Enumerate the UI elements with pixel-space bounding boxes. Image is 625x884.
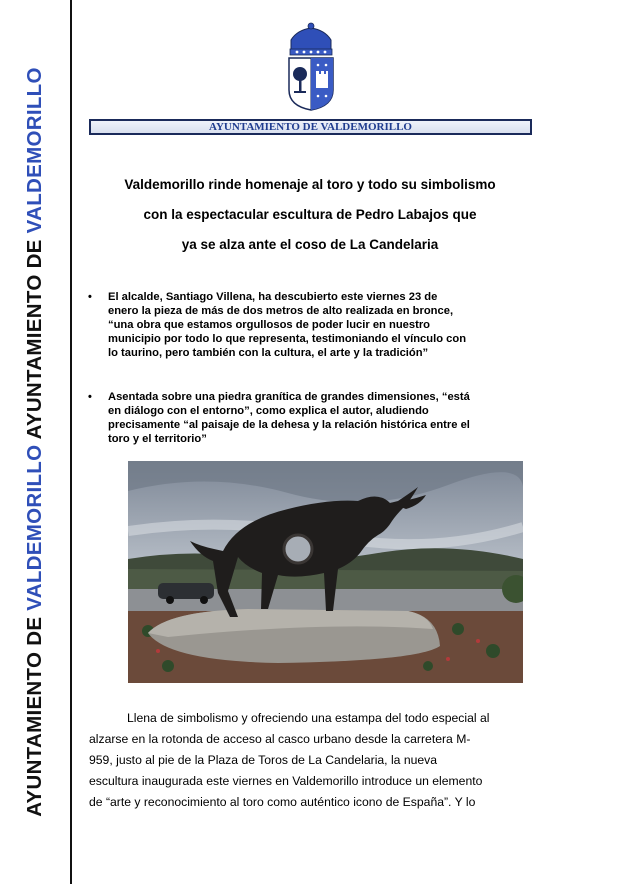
bullet-line: Asentada sobre una piedra granítica de grandes dimensiones, “está bbox=[108, 391, 470, 403]
bull-sculpture-image bbox=[128, 461, 523, 683]
side-banner bbox=[0, 0, 70, 884]
bullet-line: El alcalde, Santiago Villena, ha descubierto este viernes 23 de bbox=[108, 291, 438, 303]
bullet-item-1 bbox=[88, 290, 536, 360]
body-line: Llena de simbolismo y ofreciendo una estampa del todo especial al bbox=[127, 711, 490, 725]
side-banner-text: AYUNTAMIENTO DE VALDEMORILLO AYUNTAMIENTO DE VALDEMORILLO bbox=[23, 67, 46, 817]
body-line: de “arte y reconocimiento al toro como auténtico icono de España”. Y lo bbox=[89, 795, 476, 809]
bullet-line: enero la pieza de más de dos metros de alto realizada en bronce, bbox=[108, 305, 454, 317]
bullet-line: en diálogo con el entorno”, como explica el autor, aludiendo bbox=[108, 405, 429, 417]
body-paragraph bbox=[89, 708, 536, 813]
side-divider bbox=[70, 0, 72, 884]
bullet-line: precisamente “al paisaje de la dehesa y la relación histórica entre el bbox=[108, 419, 470, 431]
header-bar bbox=[89, 119, 532, 135]
body-line: 959, justo al pie de la Plaza de Toros de La Candelaria, la nueva bbox=[89, 753, 438, 767]
bullet-marker: • bbox=[88, 391, 92, 403]
headline-line-2: con la espectacular escultura de Pedro Labajos que bbox=[143, 207, 477, 222]
bullet-line: toro y el territorio” bbox=[108, 433, 207, 445]
bullet-line: municipio por todo lo que representa, testimoniando el vínculo con bbox=[108, 333, 467, 345]
headline-line-1: Valdemorillo rinde homenaje al toro y todo su simbolismo bbox=[124, 177, 496, 192]
headline-line-3: ya se alza ante el coso de La Candelaria bbox=[181, 237, 439, 252]
bullet-line: “una obra que estamos orgullosos de poder lucir en nuestro bbox=[108, 319, 431, 331]
bullet-item-2 bbox=[88, 390, 536, 446]
body-line: escultura inaugurada este viernes en Valdemorillo introduce un elemento bbox=[89, 774, 483, 788]
header-title: AYUNTAMIENTO DE VALDEMORILLO bbox=[209, 121, 412, 133]
bull-sculpture-photo bbox=[128, 461, 523, 683]
coat-of-arms-icon bbox=[285, 22, 337, 112]
body-line: alzarse en la rotonda de acceso al casco urbano desde la carretera M- bbox=[89, 732, 471, 746]
bullet-line: lo taurino, pero también con la cultura, el arte y la tradición” bbox=[108, 347, 429, 359]
bullet-marker: • bbox=[88, 291, 92, 303]
